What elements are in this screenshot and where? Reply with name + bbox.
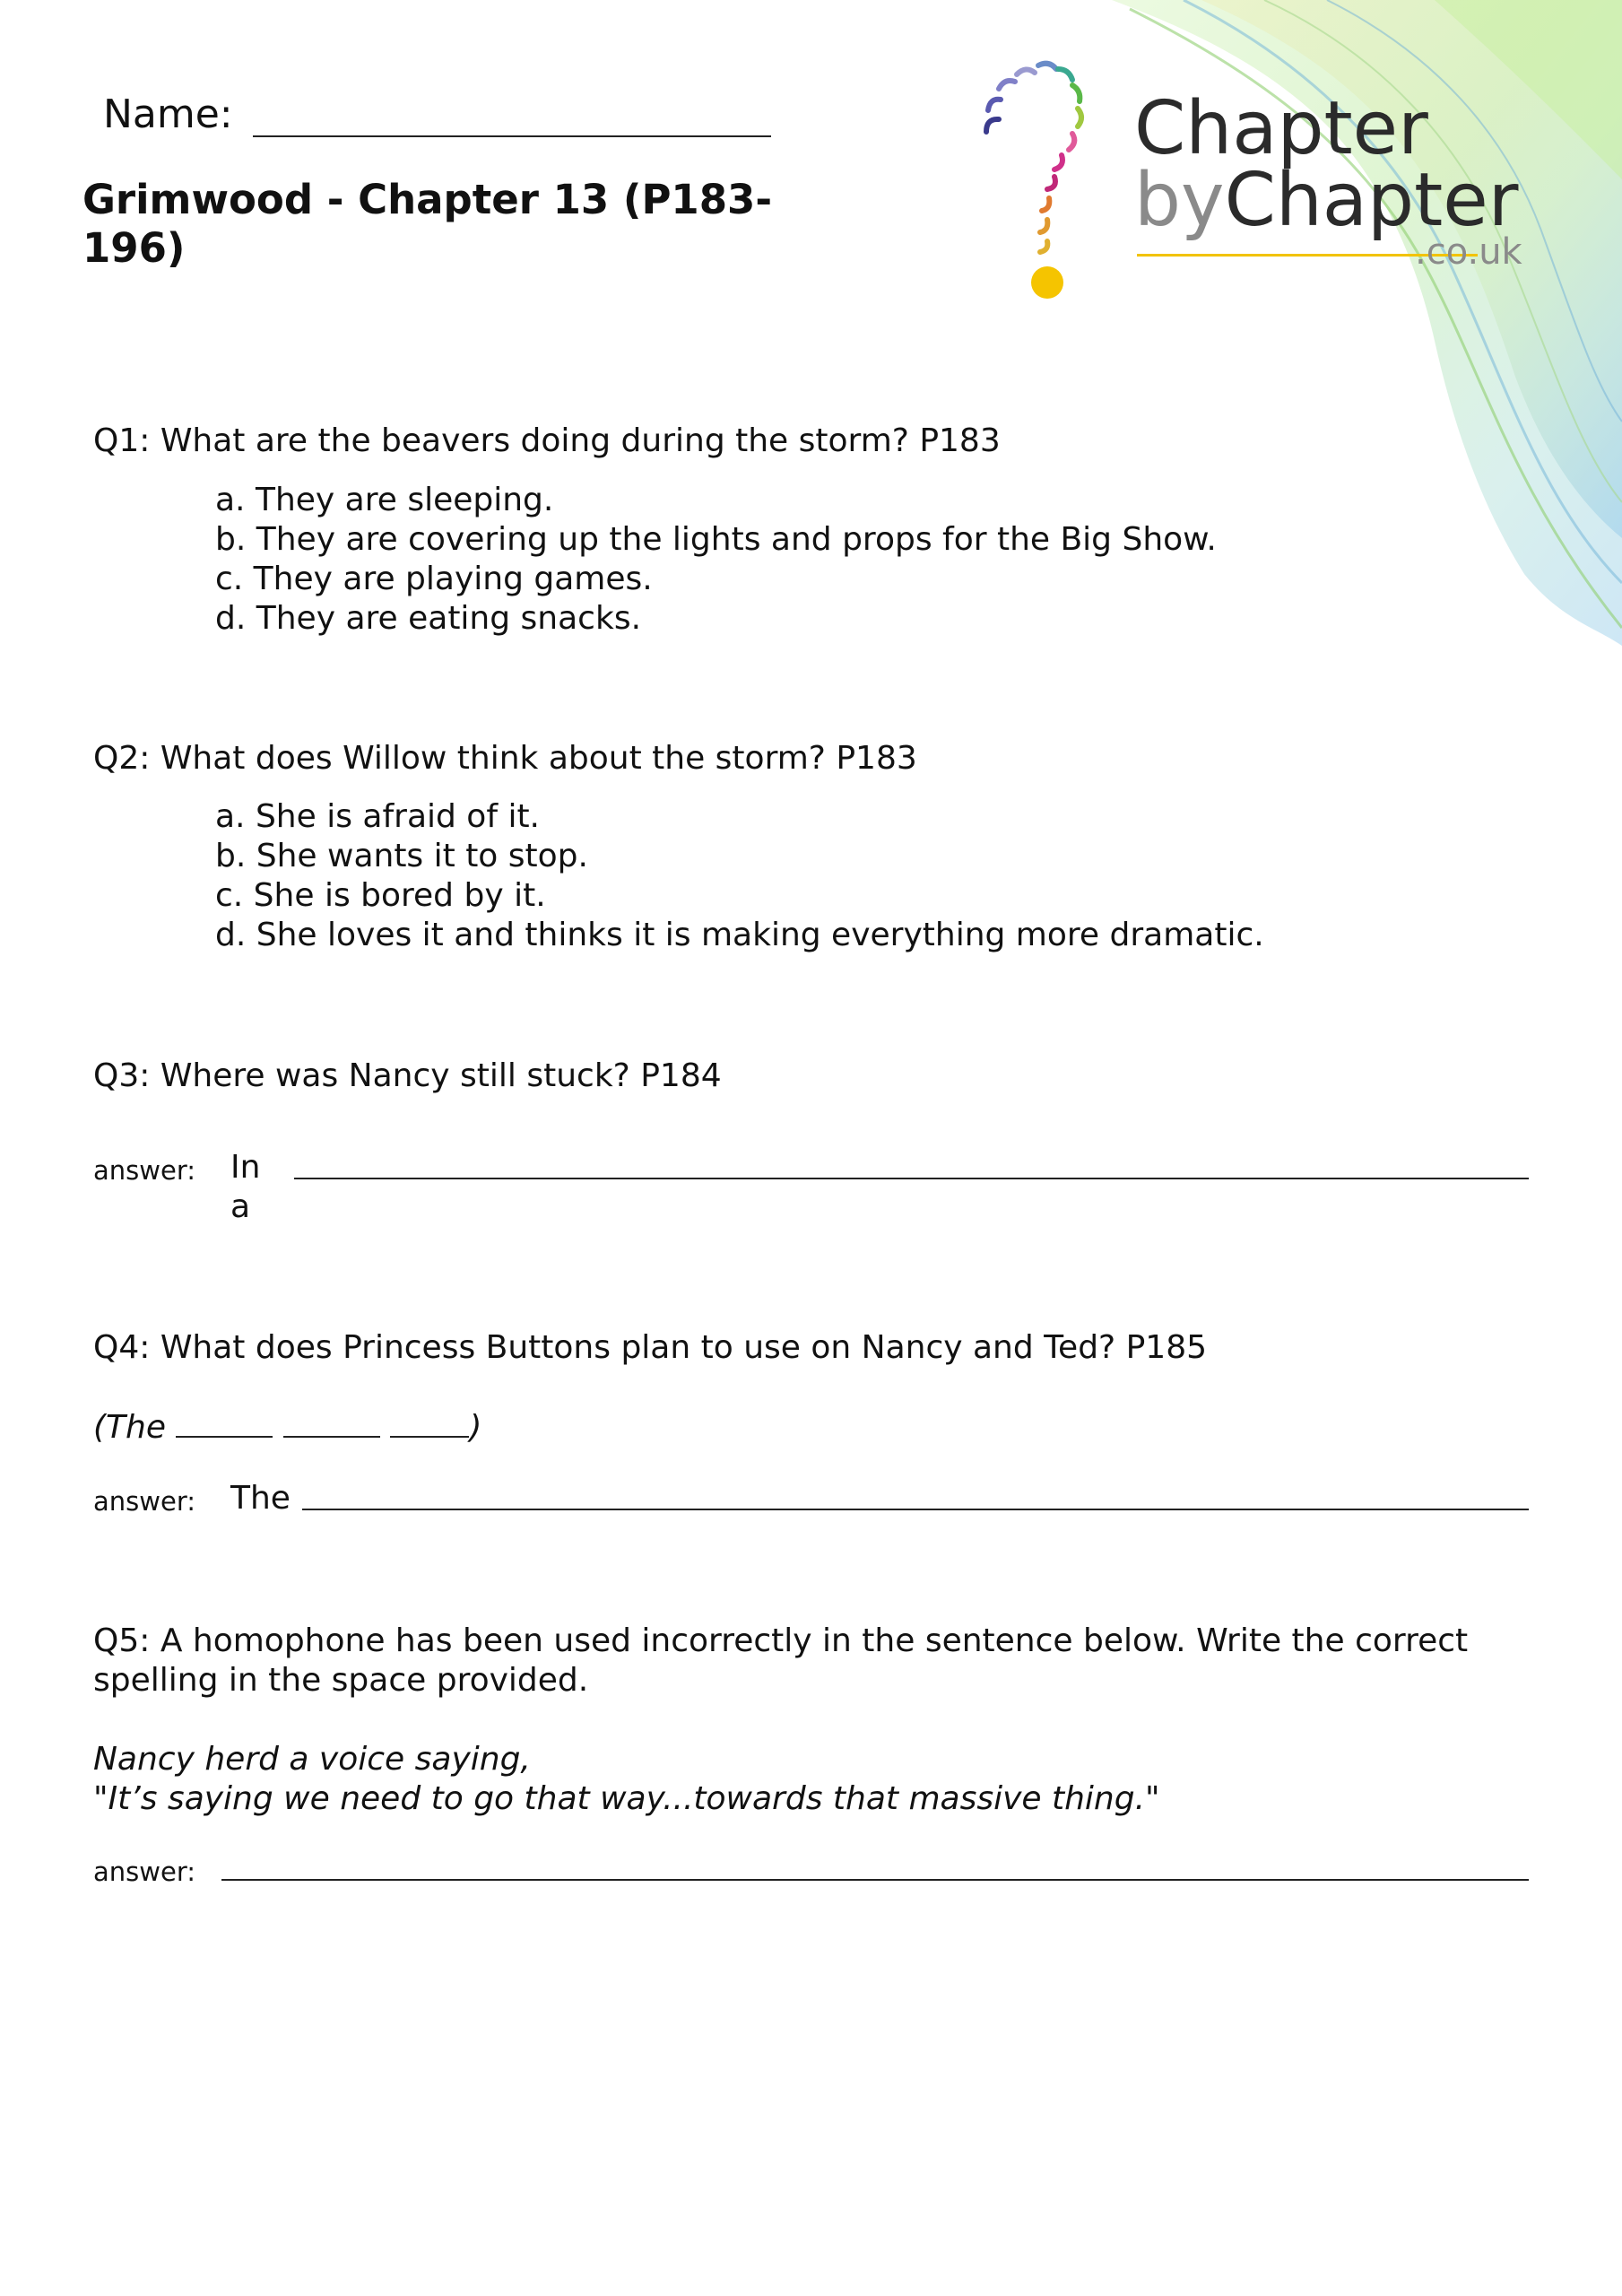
question-4-text: Q4: What does Princess Buttons plan to use on Nancy and Ted? P185 <box>93 1329 1208 1366</box>
chapter-by-chapter-logo <box>968 49 1542 318</box>
question-4-prefill: The <box>230 1480 291 1517</box>
question-5-sentence-line1: Nancy herd a voice saying, <box>93 1741 531 1778</box>
name-input-line[interactable] <box>253 135 771 137</box>
logo-text-chapter-2: Chapter <box>1224 158 1519 243</box>
question-1-option-d[interactable]: d. They are eating snacks. <box>215 600 642 637</box>
question-3-answer-label: answer: <box>93 1155 196 1186</box>
question-4-answer-line[interactable] <box>302 1509 1529 1510</box>
question-2-option-a[interactable]: a. She is afraid of it. <box>215 798 541 835</box>
question-2-options <box>215 797 1264 955</box>
logo-text-bychapter <box>1134 158 1519 243</box>
question-4-hint-blank-3[interactable] <box>390 1436 469 1438</box>
question-5-text-line2: spelling in the space provided. <box>93 1662 589 1699</box>
question-mark-books-icon <box>968 49 1121 309</box>
worksheet-title: Grimwood - Chapter 13 (P183-196) <box>82 176 773 272</box>
name-label: Name: <box>103 91 233 137</box>
question-5-text-line1: Q5: A homophone has been used incorrectly in the sentence below. Write the correct <box>93 1622 1469 1659</box>
logo-text-chapter: Chapter <box>1134 86 1428 171</box>
question-3-prefill-line1: In <box>230 1149 261 1186</box>
question-3-prefill-line2: a <box>230 1188 251 1225</box>
question-1-option-c[interactable]: c. They are playing games. <box>215 561 653 597</box>
question-3-answer-line[interactable] <box>294 1178 1529 1179</box>
question-1-option-a[interactable]: a. They are sleeping. <box>215 482 554 518</box>
question-2-text: Q2: What does Willow think about the storm? P183 <box>93 740 917 777</box>
question-4-answer-label: answer: <box>93 1486 196 1517</box>
logo-domain: .co.uk <box>1415 231 1522 273</box>
question-5-sentence-line2: "It’s saying we need to go that way...towards that massive thing." <box>93 1780 1160 1817</box>
question-1-options <box>215 481 1217 639</box>
question-2-option-b[interactable]: b. She wants it to stop. <box>215 838 588 874</box>
question-3-text: Q3: Where was Nancy still stuck? P184 <box>93 1057 722 1094</box>
question-4-hint <box>93 1408 481 1448</box>
question-1-text: Q1: What are the beavers doing during the storm? P183 <box>93 422 1001 459</box>
question-4-hint-blank-2[interactable] <box>283 1436 380 1438</box>
question-5-answer-line[interactable] <box>221 1879 1529 1881</box>
question-4-hint-open: (The <box>93 1409 166 1446</box>
question-4-hint-blank-1[interactable] <box>176 1436 273 1438</box>
question-5-answer-label: answer: <box>93 1857 196 1887</box>
question-2-option-d[interactable]: d. She loves it and thinks it is making everything more dramatic. <box>215 917 1264 953</box>
question-2-option-c[interactable]: c. She is bored by it. <box>215 877 546 914</box>
question-1-option-b[interactable]: b. They are covering up the lights and props for the Big Show. <box>215 521 1217 558</box>
question-4-hint-close: ) <box>469 1409 482 1446</box>
logo-text-by: by <box>1134 158 1225 243</box>
